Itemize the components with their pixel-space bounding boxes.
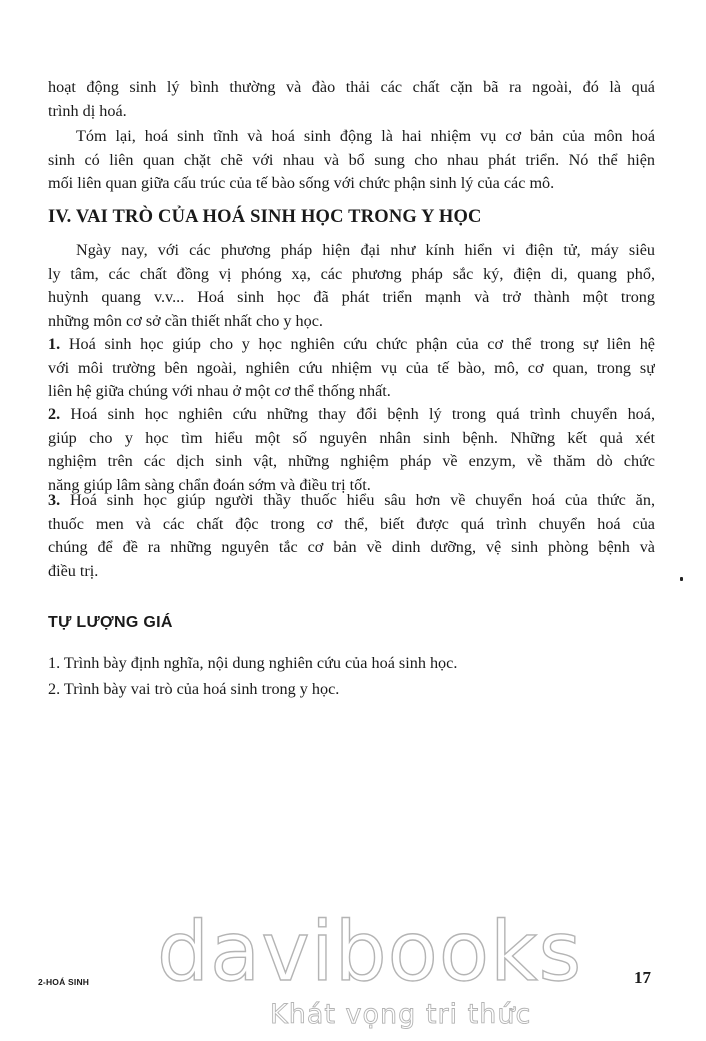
stray-dot [680,577,683,581]
item-text: Hoá sinh học giúp cho y học nghiên cứu chức phận của cơ thể trong sự liên hệ [68,335,655,353]
section-intro-paragraph [48,239,655,333]
text-line [48,403,655,427]
question-item: 1. Trình bày định nghĩa, nội dung nghiên cứu của hoá sinh học. [48,654,458,672]
text-line: điều trị. [48,561,99,580]
text-line: Tóm lại, hoá sinh tĩnh và hoá sinh động là hai nhiệm vụ cơ bản của môn hoá [76,127,655,145]
section-heading: IV. VAI TRÒ CỦA HOÁ SINH HỌC TRONG Y HỌC [48,207,482,227]
item-number: 3. [48,491,61,509]
numbered-item-3 [48,489,655,583]
page-number: 17 [634,968,651,987]
summary-paragraph [48,125,655,196]
text-line: giúp cho y học tìm hiểu một số nguyên nhân sinh bệnh. Những kết quả xét [48,428,655,447]
text-line: liên hệ giữa chúng với nhau ở một cơ thể thống nhất. [48,382,391,400]
text-line: năng giúp lâm sàng chẩn đoán sớm và điều trị tốt. [48,475,371,494]
item-number: 2. [48,405,61,423]
item-text: Hoá sinh học giúp người thầy thuốc hiểu sâu hơn về chuyển hoá của thức ăn, [69,491,655,509]
text-line: những môn cơ sở cần thiết nhất cho y học. [48,311,323,330]
text-line: với môi trường bên ngoài, nghiên cứu nhiệm vụ của tế bào, mô, cơ quan, trong sự [48,358,655,377]
text-line: nghiệm trên các dịch sinh vật, những nghiệm pháp về enzym, về thăm dò chức [48,452,655,470]
text-line: mối liên quan giữa cấu trúc của tế bào sống với chức phận sinh lý của các mô. [48,174,555,192]
item-text: Hoá sinh học nghiên cứu những thay đổi bệnh lý trong quá trình chuyển hoá, [70,405,655,423]
text-line: sinh có liên quan chặt chẽ với nhau và bổ sung cho nhau phát triển. Nó thể hiện [48,150,655,169]
text-line: huỳnh quang v.v... Hoá sinh học đã phát triển mạnh và trở thành một trong [48,288,655,306]
text-line: trình dị hoá. [48,101,127,120]
text-line: thuốc men và các chất độc trong cơ thể, biết được quá trình chuyển hoá của [48,514,655,533]
question-list [48,650,457,702]
item-number: 1. [48,335,61,353]
question-item: 2. Trình bày vai trò của hoá sinh trong y học. [48,680,340,698]
text-line: hoạt động sinh lý bình thường và đào thải các chất cặn bã ra ngoài, đó là quá [48,78,655,96]
text-line [48,489,655,513]
self-assessment-heading: TỰ LƯỢNG GIÁ [48,614,173,631]
text-line: Ngày nay, với các phương pháp hiện đại như kính hiển vi điện tử, máy siêu [76,241,655,259]
text-line: chúng để đề ra những nguyên tắc cơ bản về dinh dưỡng, vệ sinh phòng bệnh và [48,538,655,556]
text-line [48,333,655,357]
numbered-item-2 [48,403,655,497]
footer-label: 2-HOÁ SINH [38,977,90,987]
numbered-item-1 [48,333,655,404]
text-line: ly tâm, các chất đồng vị phóng xạ, các phương pháp sắc ký, điện di, quang phổ, [48,264,655,283]
intro-paragraph [48,76,655,123]
watermark-brand: davibooks [157,905,583,1000]
watermark-tagline: Khát vọng tri thức [270,999,532,1030]
